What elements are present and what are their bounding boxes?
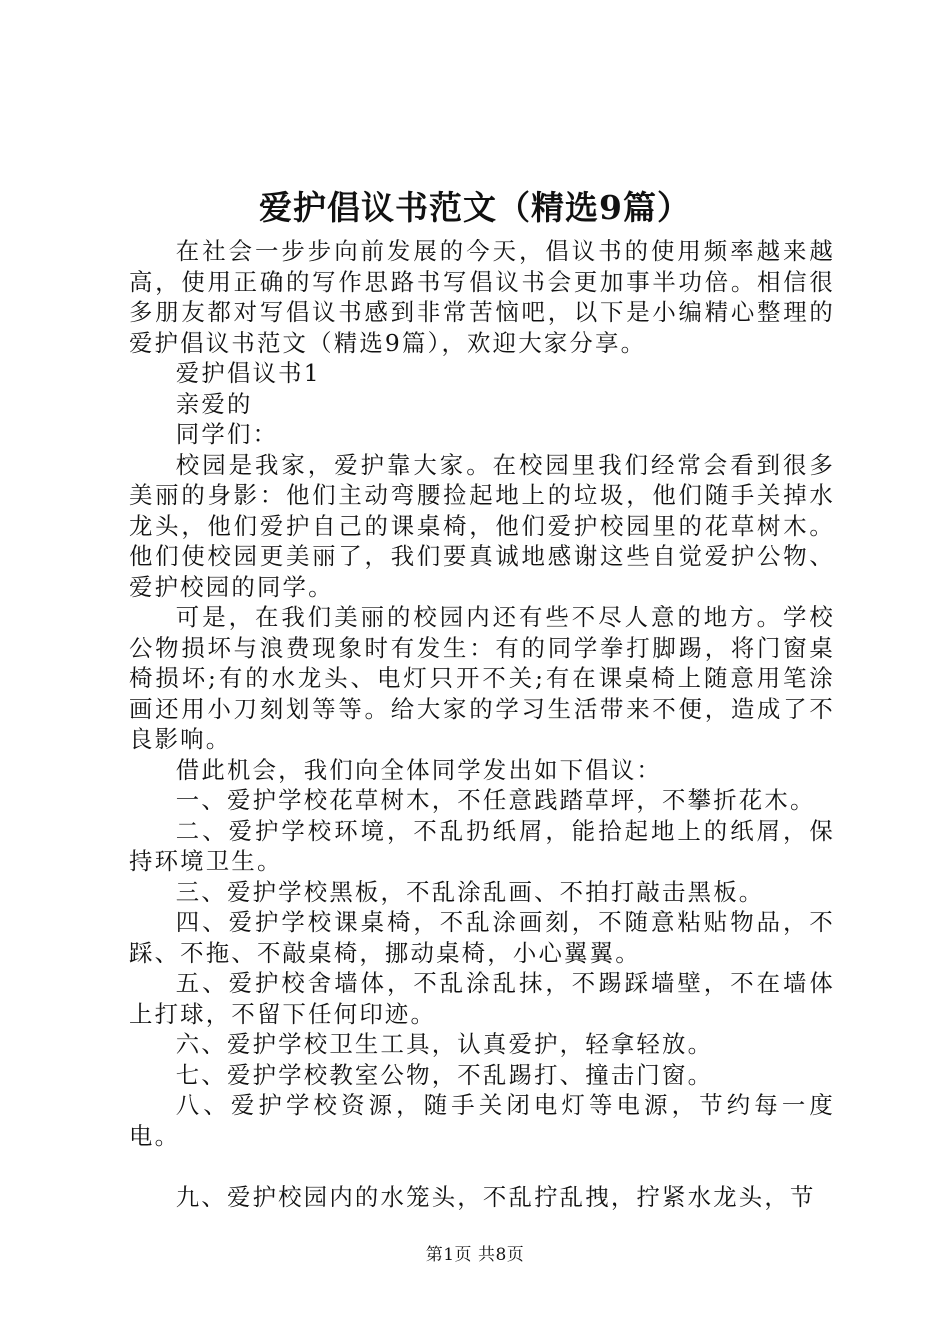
body-paragraph: 借此机会，我们向全体同学发出如下倡议： <box>175 755 663 784</box>
page-footer: 第1页 共8页 <box>425 1245 525 1265</box>
body-paragraph: 可是，在我们美丽的校园内还有些不尽人意的地方。学校公物损坏与浪费现象时有发生：有的同学拳打脚踢，将门窗桌椅损坏;有的水龙头、电灯只开不关;有在课桌椅上随意用笔涂画还用小刀刻划等等。给大家的学习生活带来不便，造成了不良影响。 <box>129 603 835 753</box>
proposal-item: 五、爱护校舍墙体，不乱涂乱抹，不踢踩墙壁，不在墙体上打球，不留下任何印迹。 <box>129 969 835 1028</box>
section-heading: 爱护倡议书1 <box>175 359 321 387</box>
proposal-item: 三、爱护学校黑板，不乱涂乱画、不拍打敲击黑板。 <box>175 877 765 906</box>
document-title: 爱护倡议书范文（精选9篇） <box>259 188 691 227</box>
body-paragraph: 校园是我家，爱护靠大家。在校园里我们经常会看到很多美丽的身影：他们主动弯腰捡起地上的垃圾，他们随手关掉水龙头，他们爱护自己的课桌椅，他们爱护校园里的花草树木。他们使校园更美丽了，我们要真诚地感谢这些自觉爱护公物、爱护校园的同学。 <box>129 450 835 601</box>
intro-paragraph: 在社会一步步向前发展的今天，倡议书的使用频率越来越高，使用正确的写作思路书写倡议书会更加事半功倍。相信很多朋友都对写倡议书感到非常苦恼吧，以下是小编精心整理的爱护倡议书范文（精选9篇），欢迎大家分享。 <box>129 237 835 357</box>
proposal-item: 二、爱护学校环境，不乱扔纸屑，能拾起地上的纸屑，保持环境卫生。 <box>129 816 835 875</box>
proposal-item: 一、爱护学校花草树木，不任意践踏草坪，不攀折花木。 <box>175 786 816 814</box>
proposal-item: 六、爱护学校卫生工具，认真爱护，轻拿轻放。 <box>175 1030 714 1058</box>
salutation-line: 亲爱的 <box>175 389 253 418</box>
proposal-item: 七、爱护学校教室公物，不乱踢打、撞击门窗。 <box>175 1060 714 1089</box>
proposal-item: 四、爱护学校课桌椅，不乱涂画刻，不随意粘贴物品，不踩、不拖、不敲桌椅，挪动桌椅，小心翼翼。 <box>129 908 835 967</box>
proposal-item: 九、爱护校园内的水笼头，不乱拧乱拽，拧紧水龙头，节 <box>175 1182 816 1211</box>
proposal-item: 八、爱护学校资源，随手关闭电灯等电源，节约每一度电。 <box>129 1091 835 1150</box>
document-body <box>129 236 835 1212</box>
salutation-line: 同学们： <box>175 420 279 448</box>
